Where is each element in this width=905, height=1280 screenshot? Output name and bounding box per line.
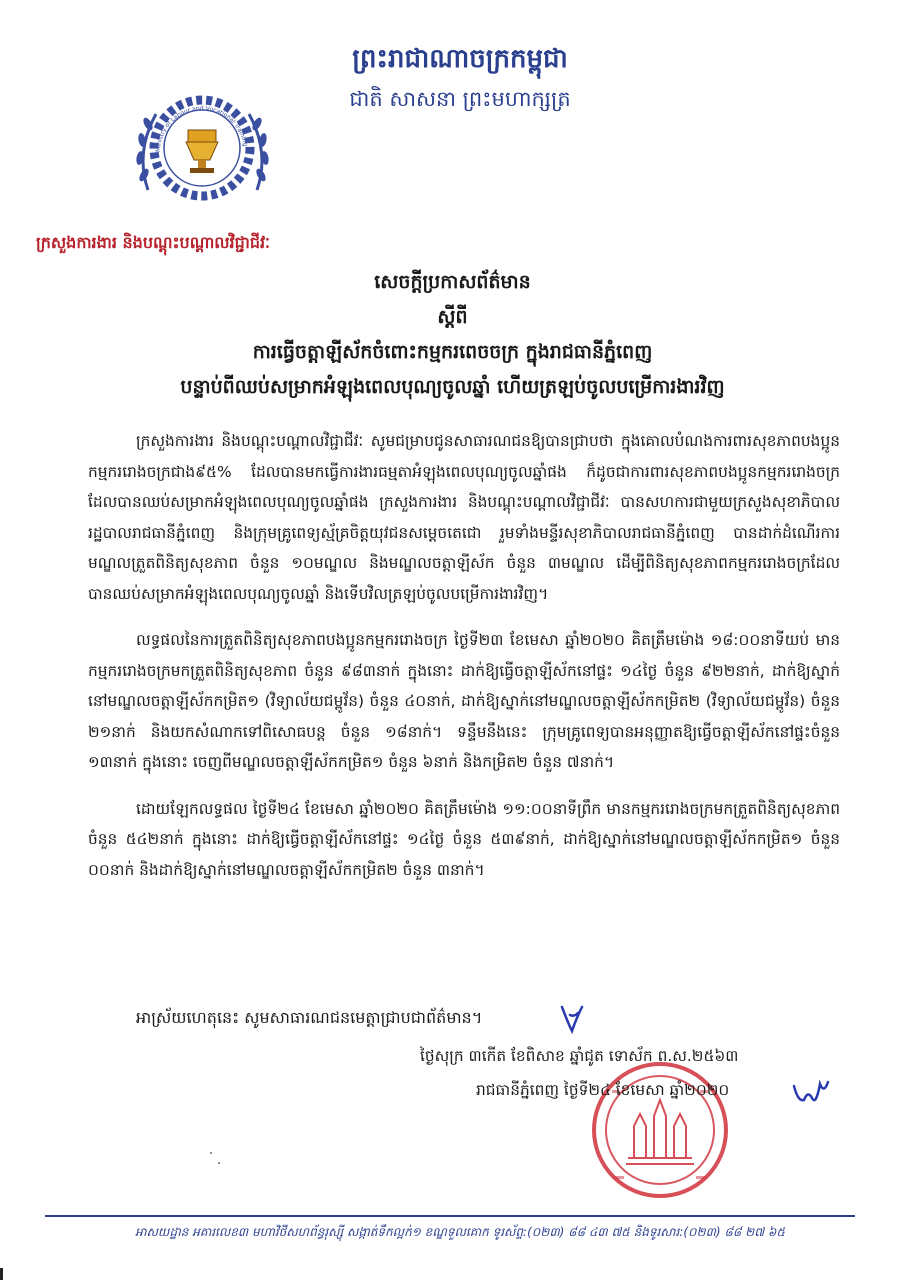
speck-mark: [210, 1152, 212, 1154]
kingdom-title: ព្រះរាជាណាចក្រកម្ពុជា: [352, 44, 568, 74]
footer-divider: [45, 1215, 855, 1217]
closing-statement: អាស្រ័យហេតុនេះ សូមសាធារណជនមេត្តាជ្រាបជាព័ត៌មាន។: [136, 1008, 483, 1027]
body-paragraph-1: ក្រសួងការងារ និងបណ្តុះបណ្តាលវិជ្ជាជីវៈ សូមជម្រាបជូនសាធារណជនឱ្យបានជ្រាបថា ក្នុងគោលបំណងការពារសុខភាពបងប្អូនកម្មកររោងចក្រជាង៩៥% ដែលបានមកធ្វើការងារធម្មតាអំឡុងពេលបុណ្យចូលឆ្នាំផង ក៏ដូចជាការពារសុខភាពបងប្អូនកម្មកររោងចក្រ ដែលបានឈប់សម្រាកអំឡុងពេលបុណ្យចូលឆ្នាំផង ក្រសួងការងារ និងបណ្តុះបណ្តាលវិជ្ជាជីវៈ បានសហការជាមួយក្រសួងសុខាភិបាល រដ្ឋបាលរាជធានីភ្នំពេញ និងក្រុមគ្រូពេទ្យស្ម័គ្រចិត្តយុវជនសម្តេចតេជោ រួមទាំងមន្ទីរសុខាភិបាលរាជធានីភ្នំពេញ បានដាក់ដំណើរការមណ្ឌលត្រួតពិនិត្យសុខភាព ចំនួន ១០មណ្ឌល និងមណ្ឌលចត្តាឡីស័ក ចំនួន ៣មណ្ឌល ដើម្បីពិនិត្យសុខភាពកម្មកររោងចក្រដែលបានឈប់សម្រាកអំឡុងពេលបុណ្យចូលឆ្នាំ និងទើបវិលត្រឡប់ចូលបម្រើការងារវិញ។: [88, 432, 840, 603]
title-subject-1: ការធ្វើចត្តាឡីស័កចំពោះកម្មករពេចចក្រ ក្នុងរាជធានីភ្នំពេញ: [252, 341, 653, 363]
title-about: ស្តីពី: [437, 306, 468, 328]
announcement-titles: [60, 265, 845, 405]
initial-signature: [558, 1003, 586, 1035]
ministry-name: ក្រសួងការងារ និងបណ្តុះបណ្តាលវិជ្ជាជីវៈ: [36, 233, 270, 252]
footer-address: អាសយដ្ឋាន អគារលេខ៣ មហាវិថីសហព័ន្ធរុស្ស៊ី សង្កាត់ទឹកល្អក់១ ខណ្ឌទួលគោក ទូរស័ព្ទ:(០២៣) ៨៨ ៤៣ ៧៥ និងទូរសារ:(០២៣) ៨៨ ២៧ ៦៥: [135, 1225, 785, 1239]
title-press-release: សេចក្តីប្រកាសព័ត៌មាន: [374, 271, 531, 293]
speck-mark: [218, 1162, 220, 1164]
national-motto: ជាតិ សាសនា ព្រះមហាក្សត្រ: [349, 87, 571, 111]
svg-text:Ministry of Labour and Vocatio: Ministry of Labour and Vocational Training: [154, 104, 249, 153]
body-paragraph-3: ដោយឡែកលទ្ធផល ថ្ងៃទី២៤ ខែមេសា ឆ្នាំ២០២០ គិតត្រឹមម៉ោង ១១:០០នាទីព្រឹក មានកម្មកររោងចក្រមកត្រួតពិនិត្យសុខភាព ចំនួន ៥៤២នាក់ ក្នុងនោះ ដាក់ឱ្យធ្វើចត្តាឡីស័កនៅផ្ទះ ១៤ថ្ងៃ ចំនួន ៥៣៩នាក់, ដាក់ឱ្យស្នាក់នៅមណ្ឌលចត្តាឡីស័កកម្រិត១ ចំនួន ០០នាក់ និងដាក់ឱ្យស្នាក់នៅមណ្ឌលចត្តាឡីស័កកម្រិត២ ចំនួន ៣នាក់។: [88, 799, 840, 879]
signature: [790, 1076, 830, 1108]
announcement-body: [88, 426, 840, 901]
scan-edge-mark: [0, 1268, 3, 1280]
solar-date: រាជធានីភ្នំពេញ ថ្ងៃទី២៤ ខែមេសា ឆ្នាំ២០២០: [476, 1081, 730, 1099]
title-subject-2: បន្ទាប់ពីឈប់សម្រាកអំឡុងពេលបុណ្យចូលឆ្នាំ ហើយត្រឡប់ចូលបម្រើការងារវិញ: [180, 376, 725, 398]
body-paragraph-2: លទ្ធផលនៃការត្រួតពិនិត្យសុខភាពបងប្អូនកម្មកររោងចក្រ ថ្ងៃទី២៣ ខែមេសា ឆ្នាំ២០២០ គិតត្រឹមម៉ោង ១៨:០០នាទីយប់ មានកម្មកររោងចក្រមកត្រួតពិនិត្យសុខភាព ចំនួន ៩៨៣នាក់ ក្នុងនោះ ដាក់ឱ្យធ្វើចត្តាឡីស័កនៅផ្ទះ ១៤ថ្ងៃ ចំនួន ៩២២នាក់, ដាក់ឱ្យស្នាក់នៅមណ្ឌលចត្តាឡីស័កកម្រិត១ (វិទ្យាល័យជម្ពូវ័ន) ចំនួន ៤០នាក់, ដាក់ឱ្យស្នាក់នៅមណ្ឌលចត្តាឡីស័កកម្រិត២ (វិទ្យាល័យជម្ពូវ័ន) ចំនួន ២១នាក់ និងយកសំណាកទៅពិសោធបន្ត ចំនួន ១៨នាក់។ ទន្ទឹមនឹងនេះ ក្រុមគ្រូពេទ្យបានអនុញ្ញាតឱ្យធ្វើចត្តាឡីស័កនៅផ្ទះចំនួន ១៣នាក់ ក្នុងនោះ ចេញពីមណ្ឌលចត្តាឡីស័កកម្រិត១ ចំនួន ៦នាក់ និងកម្រិត២ ចំនួន ៧នាក់។: [88, 631, 840, 771]
lunar-date: ថ្ងៃសុក្រ ៣កើត ខែពិសាខ ឆ្នាំជូត ទោស័ក ព.ស.២៥៦៣: [420, 1047, 739, 1065]
ministry-logo: [130, 80, 275, 225]
